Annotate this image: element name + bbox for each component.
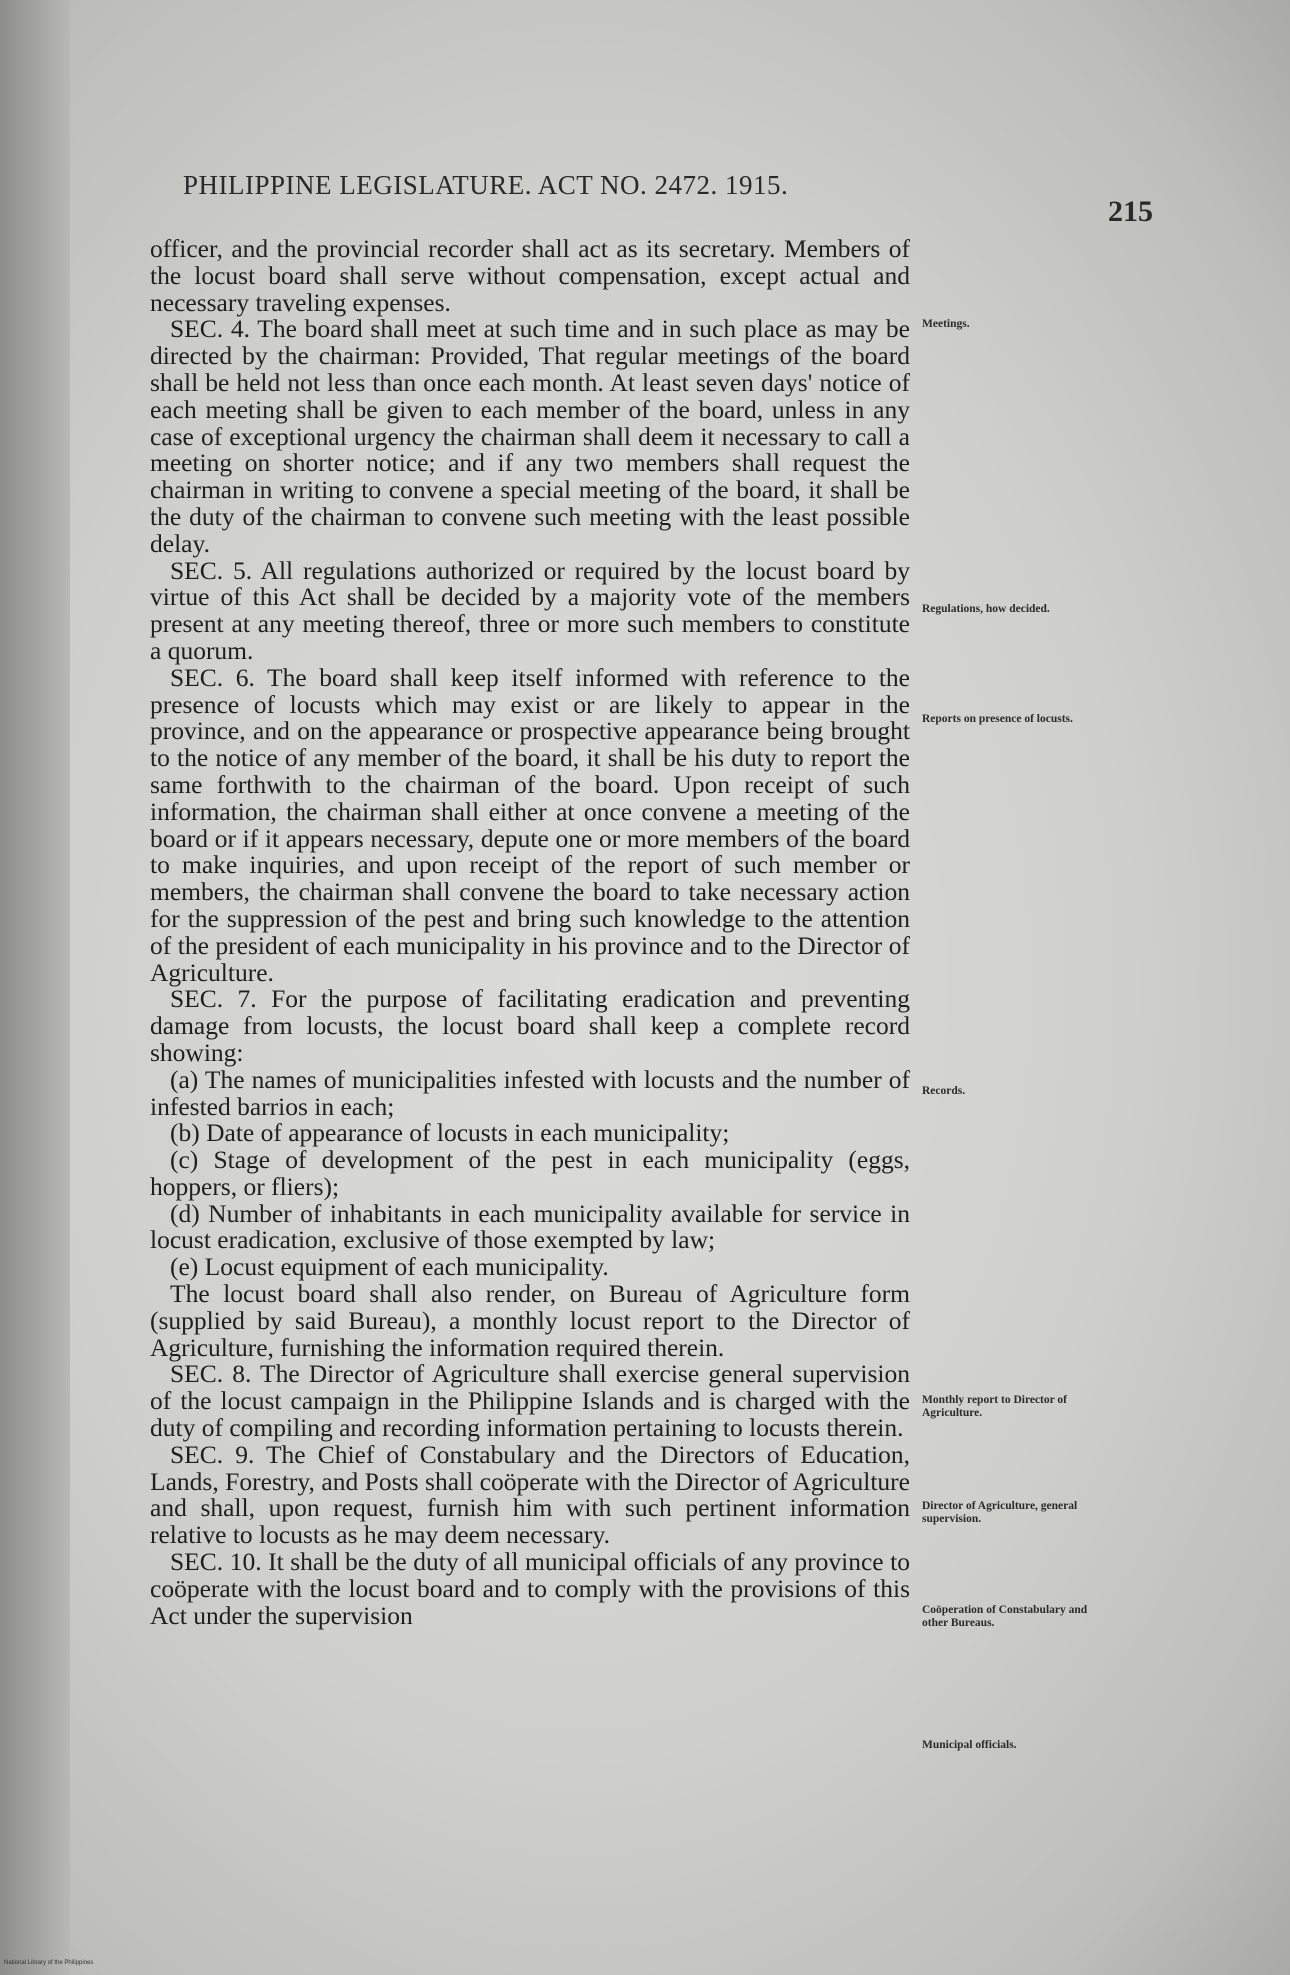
margin-notes [922,0,1102,1975]
record-item-d: (d) Number of inhabitants in each municipality available for service in locust eradication, exclusive of those exempted by law; [150,1198,910,1255]
running-head: PHILIPPINE LEGISLATURE. ACT NO. 2472. 1915. [183,170,789,200]
record-item-b: (b) Date of appearance of locusts in each municipality; [170,1118,730,1148]
section-10: SEC. 10. It shall be the duty of all municipal officials of any province to coöperate with the locust board and to comply with the provisions of this Act under the supervision [150,1547,910,1630]
margin-note-records: Records. [922,1085,966,1097]
margin-note-regulations: Regulations, how decided. [922,603,1050,615]
margin-note-reports: Reports on presence of locusts. [922,713,1073,725]
section-5: SEC. 5. All regulations authorized or required by the locust board by virtue of this Act shall be decided by a majority vote of the members present at any meeting thereof, three or more such members to constitute a quorum. [150,555,910,665]
paragraph-continuation: officer, and the provincial recorder shall act as its secretary. Members of the locust board shall serve without compensation, except actual and necessary traveling expenses. [150,234,910,317]
scan-credit: National Library of the Philippines [4,1960,94,1966]
section-9: SEC. 9. The Chief of Constabulary and the Directors of Education, Lands, Forestry, and Posts shall coöperate with the Director of Agriculture and shall, upon request, furnish him with such pertinent information relative to locusts as he may deem necessary. [150,1439,910,1550]
margin-note-director-supervision: Director of Agriculture, general supervision. [922,1500,1078,1525]
section-6: SEC. 6. The board shall keep itself informed with reference to the presence of locusts which may exist or are likely to appear in the province, and on the appearance or prospective appearance being brought to the notice of any member of the board, it shall be his duty to report the same forthwith to the chairman of the board. Upon receipt of such information, the chairman shall either at once convene a meeting of the board or if it appears necessary, depute one or more members of the board to make inquiries, and upon receipt of the report of such member or members, the chairman shall convene the board to take necessary action for the suppression of the pest and bring such knowledge to the attention of the president of each municipality in his province and to the Director of Agriculture. [150,662,910,987]
record-item-a: (a) The names of municipalities infested with locusts and the number of infested barrios in each; [150,1064,910,1121]
record-item-e: (e) Locust equipment of each municipality. [170,1252,609,1282]
section-7: SEC. 7. For the purpose of facilitating eradication and preventing damage from locusts, the locust board shall keep a complete record showing: [150,984,910,1067]
monthly-report-paragraph: The locust board shall also render, on Bureau of Agriculture form (supplied by said Bureau), a monthly locust report to the Director of Agriculture, furnishing the information required therein. [150,1279,910,1362]
margin-note-monthly-report: Monthly report to Director of Agriculture. [922,1394,1067,1419]
scan-gutter-shadow [0,0,70,1975]
margin-note-meetings: Meetings. [922,318,970,330]
margin-note-municipal-officials: Municipal officials. [922,1739,1017,1751]
record-item-c: (c) Stage of development of the pest in each municipality (eggs, hoppers, or fliers); [150,1145,910,1201]
section-8: SEC. 8. The Director of Agriculture shall exercise general supervision of the locust campaign in the Philippine Islands and is charged with the duty of compiling and recording information pertaining to locusts therein. [150,1359,910,1443]
margin-note-cooperation: Coöperation of Constabulary and other Bureaus. [922,1604,1088,1629]
body-text [150,236,910,1629]
section-4: SEC. 4. The board shall meet at such time and in such place as may be directed by the chairman: Provided, That regular meetings of the board shall be held not less than once each month. At least seven days' notice of each meeting shall be given to each member of the board, unless in any case of exceptional urgency the chairman shall deem it necessary to call a meeting on shorter notice; and if any two members shall request the chairman in writing to convene a special meeting of the board, it shall be the duty of the chairman to convene such meeting with the least possible delay. [150,314,910,558]
page-number: 215 [1108,195,1153,228]
